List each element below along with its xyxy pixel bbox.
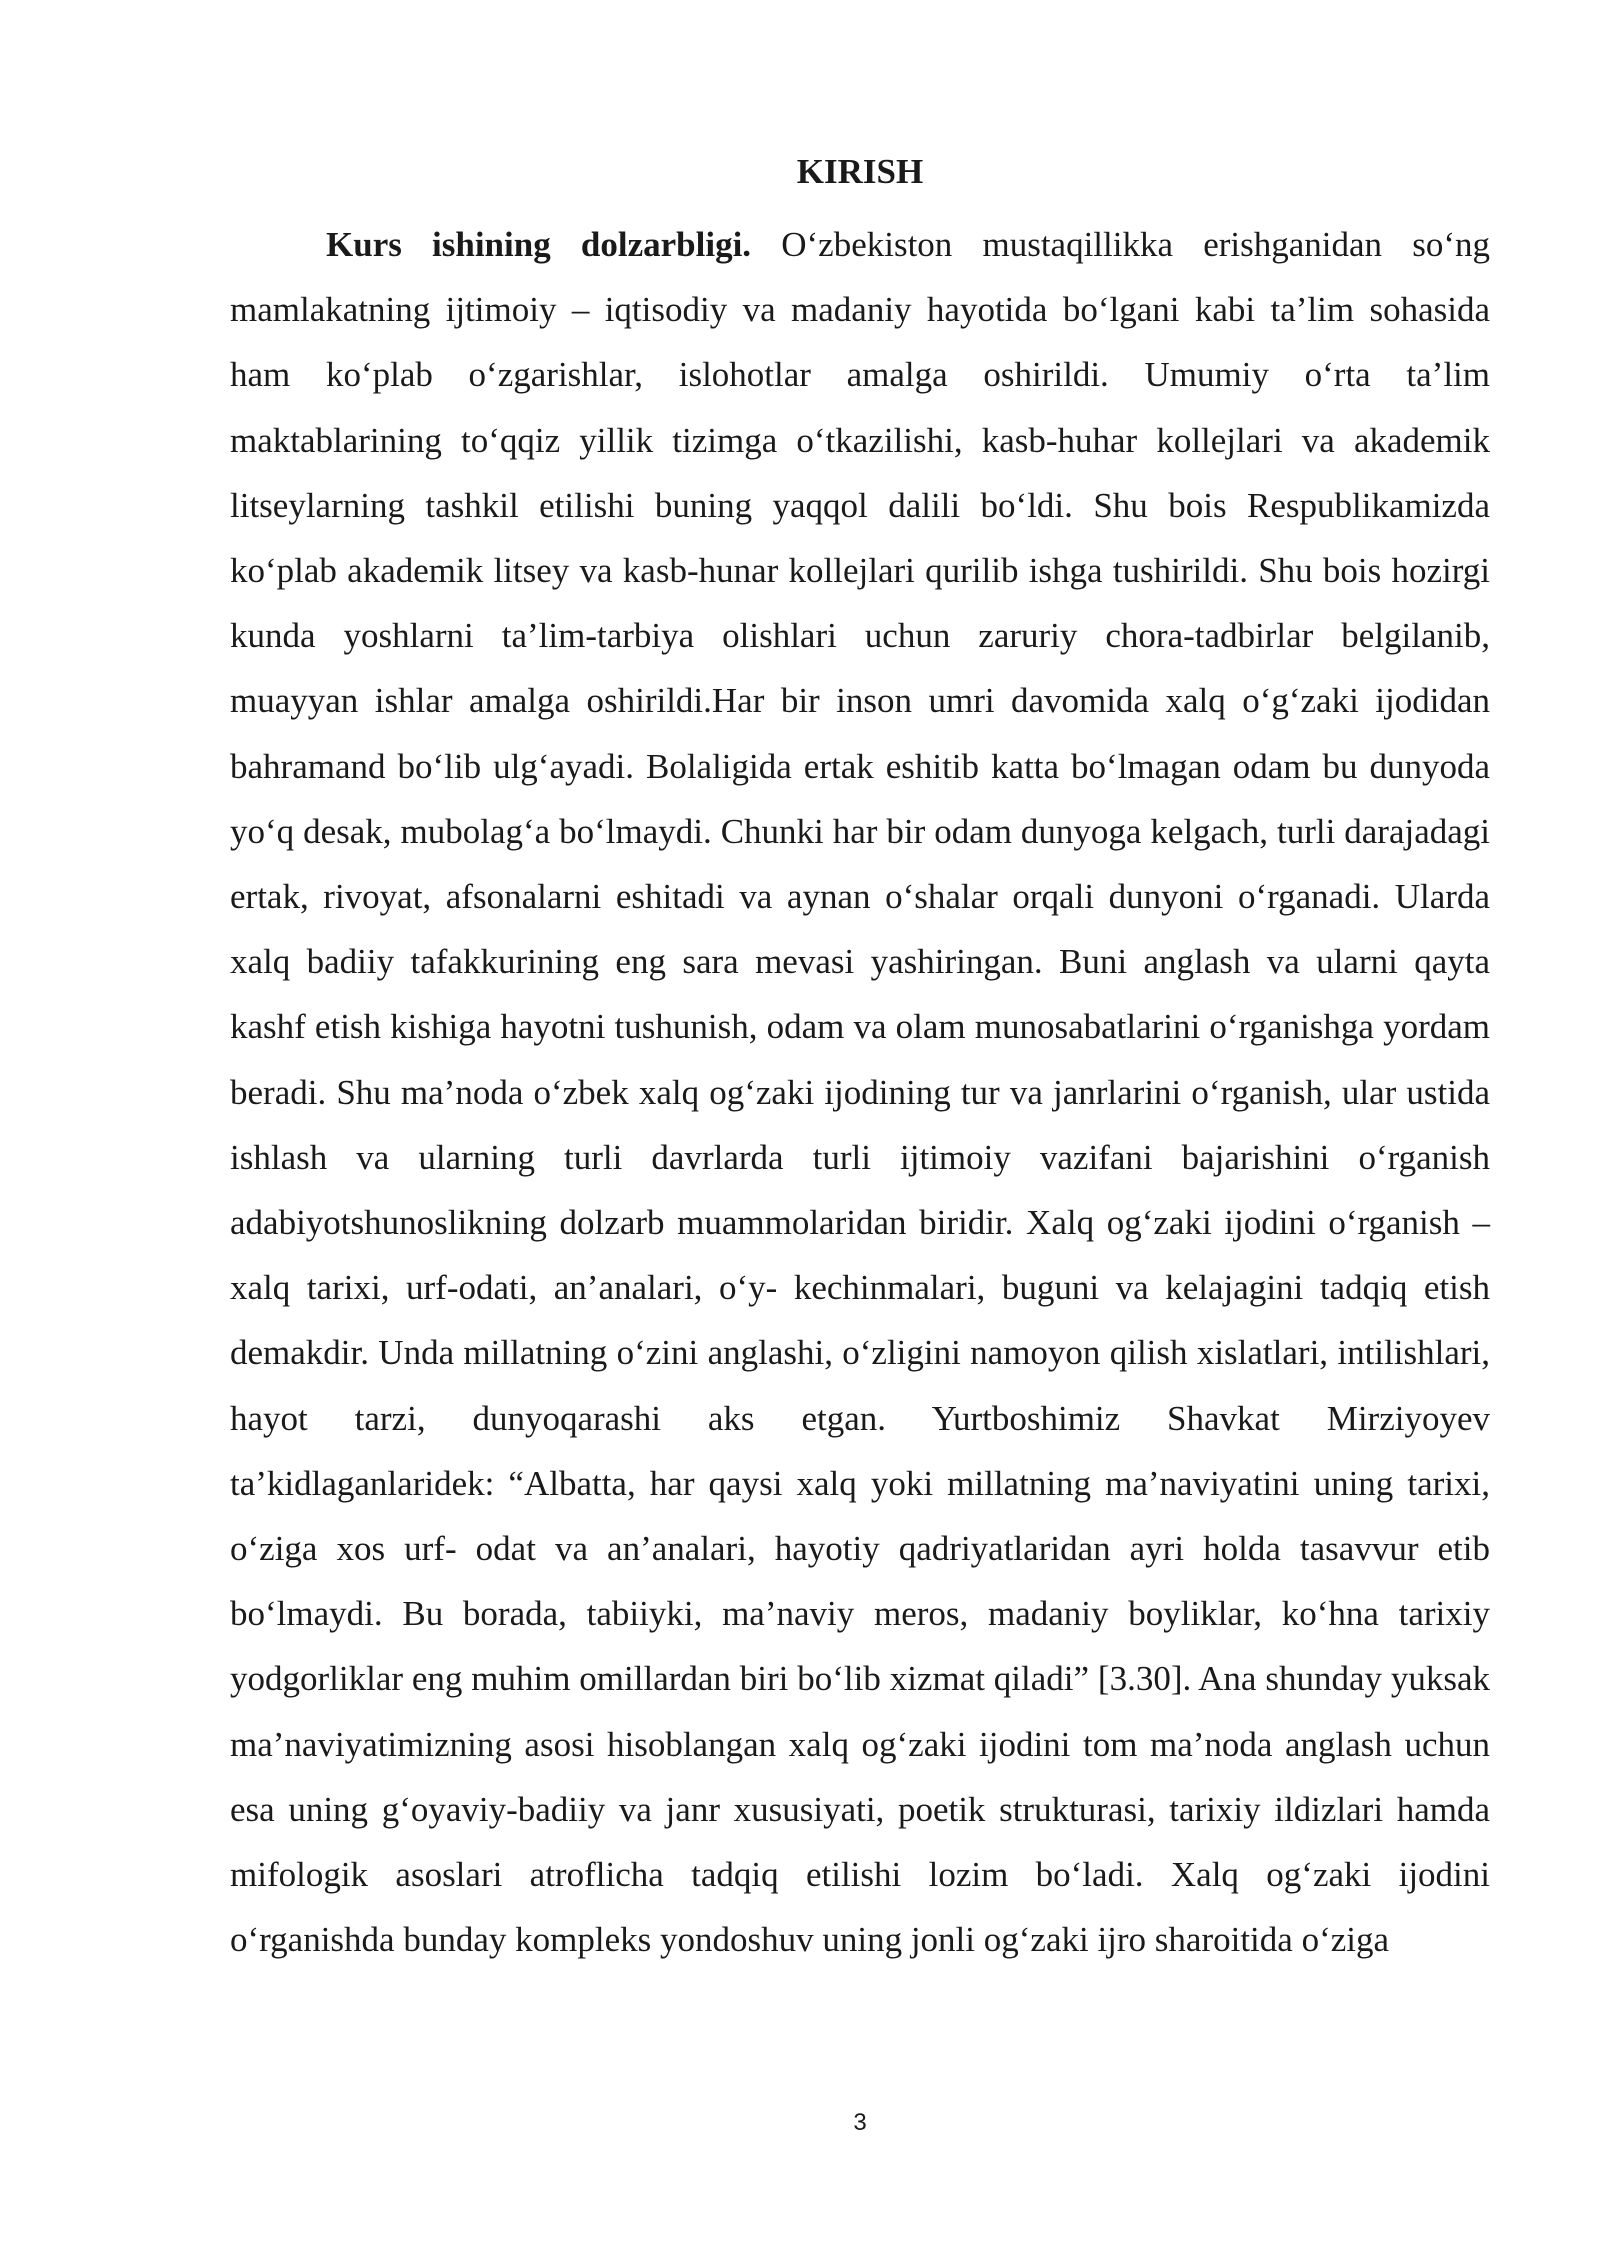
page-number: 3: [853, 2109, 867, 2136]
paragraph-lead: Kurs ishining dolzarbligi.: [326, 225, 752, 264]
section-heading: KIRISH: [796, 152, 924, 191]
paragraph-text: O‘zbekiston mustaqillikka erishganidan so‘ng mamlakatning ijtimoiy – iqtisodiy va madaniy hayotida bo‘lgani kabi ta’lim sohasida ham ko‘plab o‘zgarishlar, islohotlar amalga oshirildi. Umumiy o‘rta ta’lim maktablarining to‘qqiz yillik tizimga o‘tkazilishi, kasb-huhar kollejlari va akademik litseylarning tashkil etilishi buning yaqqol dalili bo‘ldi. Shu bois Respublikamizda ko‘plab akademik litsey va kasb-hunar kollejlari qurilib ishga tushirildi. Shu bois hozirgi kunda yoshlarni ta’lim-tarbiya olishlari uchun zaruriy chora-tadbirlar belgilanib, muayyan ishlar amalga oshirildi.Har bir inson umri davomida xalq o‘g‘zaki ijodidan bahramand bo‘lib ulg‘ayadi. Bolaligida ertak eshitib katta bo‘lmagan odam bu dunyoda yo‘q desak, mubolag‘a bo‘lmaydi. Chunki har bir odam dunyoga kelgach, turli darajadagi ertak, rivoyat, afsonalarni eshitadi va aynan o‘shalar orqali dunyoni o‘rganadi. Ularda xalq badiiy tafakkurining eng sara mevasi yashiringan. Buni anglash va ularni qayta kashf etish kishiga hayotni tushunish, odam va olam munosabatlarini o‘rganishga yordam beradi. Shu ma’noda o‘zbek xalq og‘zaki ijodining tur va janrlarini o‘rganish, ular ustida ishlash va ularning turli davrlarda turli ijtimoiy vazifani bajarishini o‘rganish adabiyotshunoslikning dolzarb muammolaridan biridir. Xalq og‘zaki ijodini o‘rganish – xalq tarixi, urf-odati, an’analari, o‘y- kechinmalari, buguni va kelajagini tadqiq etish demakdir. Unda millatning o‘zini anglashi, o‘zligini namoyon qilish xislatlari, intilishlari, hayot tarzi, dunyoqarashi aks etgan. Yurtboshimiz Shavkat Mirziyoyev ta’kidlaganlaridek: “Albatta, har qaysi xalq yoki millatning ma’naviyatini uning tarixi, o‘ziga xos urf- odat va an’analari, hayotiy qadriyatlaridan ayri holda tasavvur etib bo‘lmaydi. Bu borada, tabiiyki, ma’naviy meros, madaniy boyliklar, ko‘hna tarixiy yodgorliklar eng muhim omillardan biri bo‘lib xizmat qiladi” [3.30]. Ana shunday yuksak ma’naviyatimizning asosi hisoblangan xalq og‘zaki ijodini tom ma’noda anglash uchun esa uning g‘oyaviy-badiiy va janr xususiyati, poetik strukturasi, tarixiy ildizlari hamda mifologik asoslari atroflicha tadqiq etilishi lozim bo‘ladi. Xalq og‘zaki ijodini o‘rganishda bunday kompleks yondoshuv uning jonli og‘zaki ijro sharoitida o‘ziga: [230, 225, 1490, 1960]
body-paragraph: [230, 212, 1490, 1972]
